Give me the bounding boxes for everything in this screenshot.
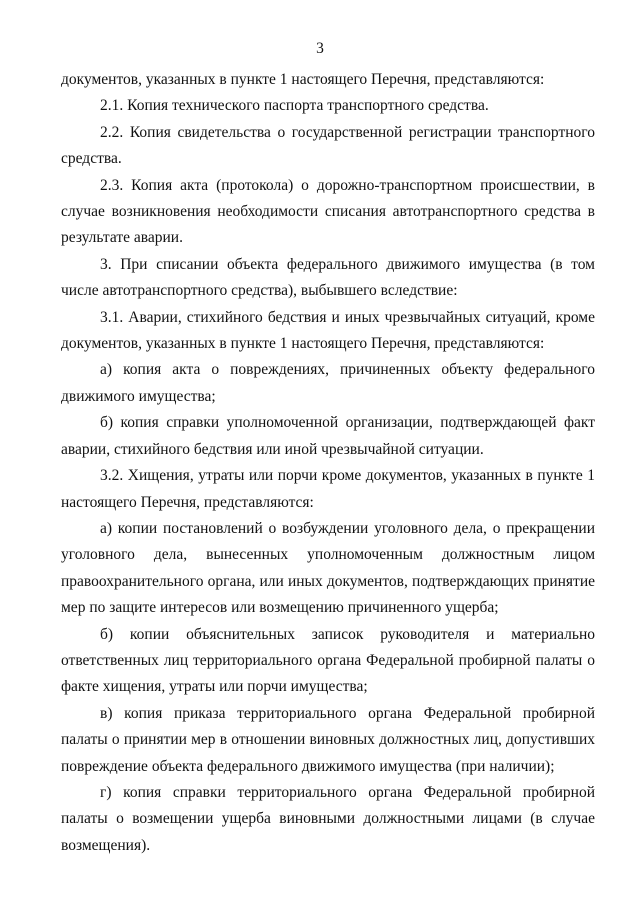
paragraph-3-1-b: б) копия справки уполномоченной организации, подтверждающей факт аварии, стихийного бедствия или иной чрезвычайной ситуации. <box>61 414 595 458</box>
paragraph-3: 3. При списании объекта федерального движимого имущества (в том числе автотранспортного средства), выбывшего вследствие: <box>61 255 595 300</box>
paragraph-3-2-a: а) копии постановлений о возбуждении уголовного дела, о прекращении уголовного дела, вынесенных уполномоченным должностным лицом правоохранительного органа, или иных документов, подтверждающих принятие мер по защите интересов или возмещению причиненного ущерба; <box>61 519 595 617</box>
paragraph-3-2-v: в) копия приказа территориального органа Федеральной пробирной палаты о принятии мер в отношении виновных должностных лиц, допустивших повреждение объекта федерального движимого имущества (при наличии); <box>61 704 595 775</box>
paragraph-3-1: 3.1. Аварии, стихийного бедствия и иных чрезвычайных ситуаций, кроме документов, указанных в пункте 1 настоящего Перечня, представляются: <box>61 308 595 353</box>
paragraph-2-3: 2.3. Копия акта (протокола) о дорожно-транспортном происшествии, в случае возникновения необходимости списания автотранспортного средства в результате аварии. <box>61 176 595 247</box>
document-body <box>61 67 595 859</box>
paragraph-2-2: 2.2. Копия свидетельства о государственной регистрации транспортного средства. <box>61 123 595 168</box>
paragraph-3-2: 3.2. Хищения, утраты или порчи кроме документов, указанных в пункте 1 настоящего Перечня, представляются: <box>61 467 595 511</box>
paragraph-continuation: документов, указанных в пункте 1 настоящего Перечня, представляются: <box>61 71 545 88</box>
paragraph-3-1-a: а) копия акта о повреждениях, причиненных объекту федерального движимого имущества; <box>61 361 595 405</box>
paragraph-3-2-b: б) копии объяснительных записок руководителя и материально ответственных лиц территориального органа Федеральной пробирной палаты о факте хищения, утраты или порчи имущества; <box>61 625 595 696</box>
page-number: 3 <box>316 40 324 57</box>
paragraph-2-1: 2.1. Копия технического паспорта транспортного средства. <box>100 97 489 115</box>
paragraph-3-2-g: г) копия справки территориального органа Федеральной пробирной палаты о возмещении ущерба виновными должностными лицами (в случае возмещения). <box>61 783 595 854</box>
